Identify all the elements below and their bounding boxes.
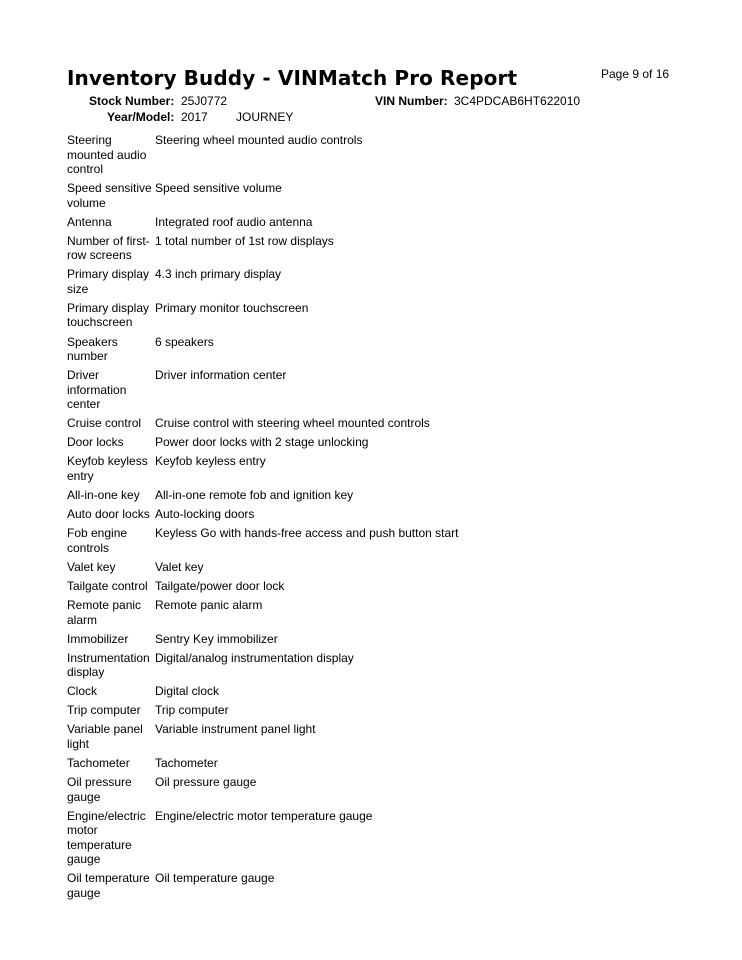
feature-value: Remote panic alarm <box>155 598 263 612</box>
feature-value: Valet key <box>155 559 204 574</box>
feature-name: Steering mounted audio control <box>67 133 147 176</box>
feature-name: Speed sensitive volume <box>67 181 152 210</box>
feature-row <box>67 507 667 522</box>
feature-value: Power door locks with 2 stage unlocking <box>155 435 369 450</box>
stock-number-label: Stock Number: <box>89 94 175 108</box>
feature-value: Cruise control with steering wheel mounted controls <box>155 416 430 431</box>
feature-name: Trip computer <box>67 703 141 718</box>
feature-row <box>67 809 667 867</box>
feature-row <box>67 579 667 594</box>
feature-name: All-in-one key <box>67 488 140 503</box>
feature-name: Cruise control <box>67 416 142 431</box>
feature-name: Oil temperature gauge <box>67 871 150 900</box>
feature-name: Clock <box>67 684 98 699</box>
feature-value: Sentry Key immobilizer <box>155 631 278 646</box>
feature-row <box>67 598 667 627</box>
feature-value: Speed sensitive volume <box>155 181 282 196</box>
feature-name: Primary display touchscreen <box>67 300 150 330</box>
report-title: Inventory Buddy - VINMatch Pro Report <box>67 66 518 90</box>
feature-name: Engine/electric motor temperature gauge <box>67 808 146 867</box>
feature-name: Oil pressure gauge <box>67 775 132 804</box>
feature-value: All-in-one remote fob and ignition key <box>155 488 354 503</box>
feature-row <box>67 234 667 263</box>
feature-row <box>67 526 667 555</box>
feature-row <box>67 684 667 699</box>
feature-row <box>67 454 667 483</box>
feature-row <box>67 703 667 718</box>
feature-value: Keyfob keyless entry <box>155 454 266 469</box>
feature-value: 4.3 inch primary display <box>155 267 282 282</box>
feature-name: Variable panel light <box>67 722 143 751</box>
feature-row <box>67 632 667 647</box>
feature-row <box>67 560 667 575</box>
stock-number-value: 25J0772 <box>181 94 228 108</box>
year-model-label: Year/Model: <box>107 110 175 124</box>
feature-name: Remote panic alarm <box>67 598 142 627</box>
feature-name: Tailgate control <box>67 578 148 593</box>
year-value: 2017 <box>181 110 208 124</box>
feature-row <box>67 301 667 330</box>
feature-row <box>67 181 667 210</box>
feature-value: Trip computer <box>155 703 229 718</box>
feature-value: Driver information center <box>155 368 287 383</box>
feature-row <box>67 416 667 431</box>
feature-row <box>67 267 667 296</box>
feature-value: Digital clock <box>155 684 220 699</box>
feature-name: Door locks <box>67 435 124 450</box>
feature-value: Tailgate/power door lock <box>155 578 285 593</box>
feature-value: Integrated roof audio antenna <box>155 214 313 229</box>
feature-value: Oil temperature gauge <box>155 871 275 886</box>
feature-name: Instrumentation display <box>67 650 150 680</box>
feature-name: Antenna <box>67 214 112 229</box>
feature-name: Valet key <box>67 559 116 574</box>
page-number: Page 9 of 16 <box>601 67 670 81</box>
feature-value: Tachometer <box>155 756 218 771</box>
feature-row <box>67 871 667 900</box>
feature-row <box>67 488 667 503</box>
vin-number-label: VIN Number: <box>375 94 448 108</box>
feature-row <box>67 775 667 804</box>
feature-value: Digital/analog instrumentation display <box>155 650 354 665</box>
feature-list <box>67 133 667 905</box>
feature-value: Steering wheel mounted audio controls <box>155 133 363 147</box>
feature-value: 6 speakers <box>155 334 214 349</box>
feature-name: Driver information center <box>67 368 127 412</box>
feature-row <box>67 133 667 177</box>
feature-value: Engine/electric motor temperature gauge <box>155 808 373 823</box>
feature-name: Immobilizer <box>67 631 129 646</box>
feature-value: 1 total number of 1st row displays <box>155 233 334 248</box>
feature-row <box>67 335 667 364</box>
feature-row <box>67 368 667 412</box>
feature-row <box>67 435 667 450</box>
feature-name: Number of first-row screens <box>67 233 150 263</box>
feature-value: Auto-locking doors <box>155 507 255 522</box>
feature-row <box>67 756 667 771</box>
feature-name: Tachometer <box>67 756 130 771</box>
feature-name: Auto door locks <box>67 507 150 522</box>
feature-name: Keyfob keyless entry <box>67 454 148 483</box>
feature-value: Keyless Go with hands-free access and push button start <box>155 526 459 541</box>
feature-name: Speakers number <box>67 334 118 364</box>
feature-value: Primary monitor touchscreen <box>155 300 309 315</box>
feature-row <box>67 722 667 751</box>
feature-name: Primary display size <box>67 267 150 296</box>
feature-row <box>67 215 667 230</box>
feature-name: Fob engine controls <box>67 526 128 555</box>
feature-value: Variable instrument panel light <box>155 722 316 737</box>
vin-number-value: 3C4PDCAB6HT622010 <box>454 94 581 108</box>
model-value: JOURNEY <box>236 110 294 124</box>
feature-value: Oil pressure gauge <box>155 775 257 790</box>
feature-row <box>67 651 667 680</box>
